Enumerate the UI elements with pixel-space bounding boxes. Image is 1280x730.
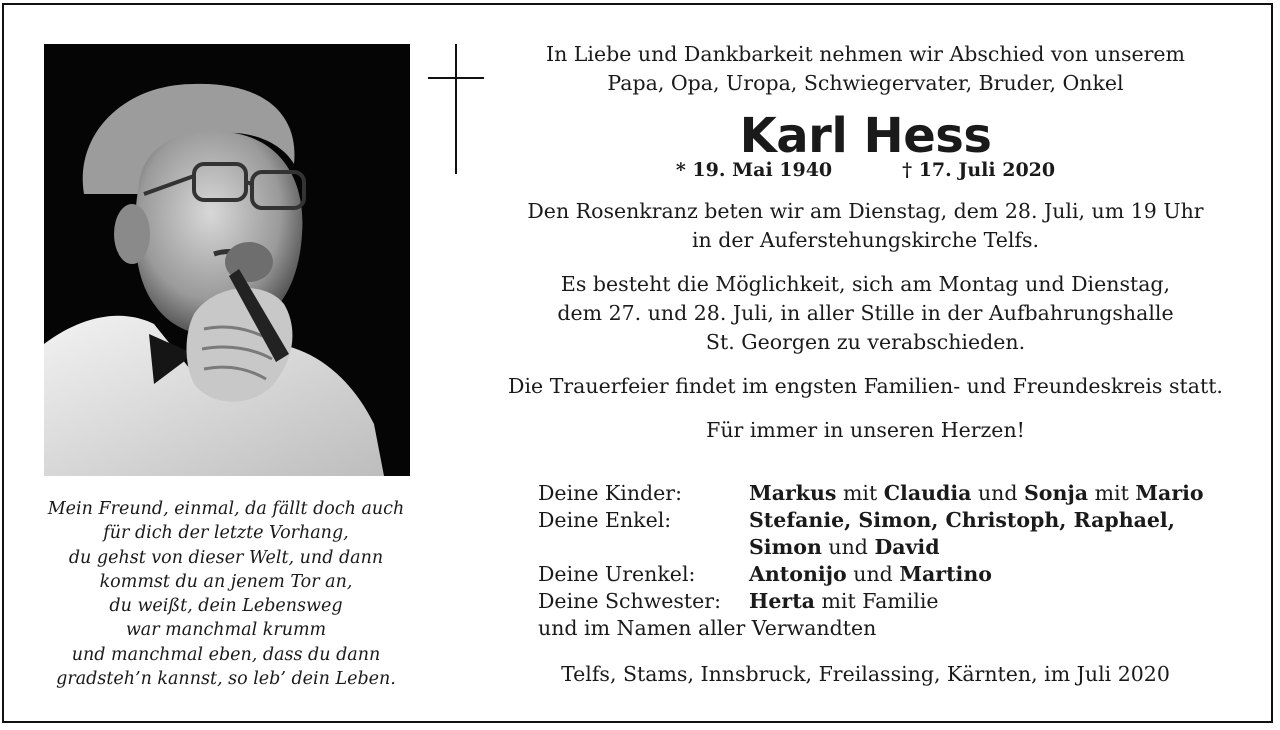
rosary-line: in der Auferstehungskirche Telfs. [691, 228, 1040, 252]
family-relation: Deine Kinder: [538, 481, 683, 505]
family-row-relatives [538, 615, 1204, 642]
deceased-name: Karl Hess [739, 108, 992, 164]
family-relation-empty [538, 534, 749, 561]
family-list [538, 480, 1204, 642]
intro-line: Papa, Opa, Uropa, Schwiegervater, Bruder, Onkel [607, 71, 1124, 95]
family-relation: Deine Urenkel: [538, 562, 696, 586]
farewell-line: dem 27. und 28. Juli, in aller Stille in der Aufbahrungshalle [557, 301, 1174, 325]
farewell-info [488, 270, 1243, 357]
life-dates [488, 158, 1243, 182]
poem-line: du weißt, dein Lebensweg [109, 596, 343, 617]
family-relation: Deine Enkel: [538, 508, 672, 532]
funeral-info: Die Trauerfeier findet im engsten Familien- und Freundeskreis statt. [508, 374, 1223, 398]
family-names [749, 507, 1175, 534]
family-connector: mit [836, 481, 884, 505]
poem-line: war manchmal krumm [125, 620, 327, 641]
farewell-line: St. Georgen zu verabschieden. [705, 330, 1026, 354]
intro-line: In Liebe und Dankbarkeit nehmen wir Abschied von unserem [545, 42, 1185, 66]
poem-line: kommst du an jenem Tor an, [99, 571, 353, 592]
family-name: Herta [749, 589, 815, 613]
family-name: Mario [1135, 481, 1204, 505]
family-connector: mit [1088, 481, 1136, 505]
motto: Für immer in unseren Herzen! [706, 418, 1025, 442]
relatives-line: und im Namen aller Verwandten [538, 616, 877, 640]
family-names [749, 480, 1204, 507]
places-date: Telfs, Stams, Innsbruck, Freilassing, Kärnten, im Juli 2020 [561, 662, 1170, 686]
poem-line: für dich der letzte Vorhang, [103, 523, 349, 544]
announcement [488, 40, 1243, 445]
family-row-urenkel [538, 561, 1204, 588]
rosary-info [488, 197, 1243, 255]
poem-line: gradsteh’n kannst, so leb’ dein Leben. [56, 669, 396, 690]
family-name: Markus [749, 481, 837, 505]
family-names [749, 588, 939, 615]
family-row-enkel [538, 507, 1204, 534]
poem-line: und manchmal eben, dass du dann [71, 644, 381, 665]
portrait-photo [44, 44, 410, 476]
farewell-line: Es besteht die Möglichkeit, sich am Montag und Dienstag, [560, 272, 1171, 296]
family-connector: und [821, 535, 875, 559]
family-name: David [874, 535, 940, 559]
family-names [749, 561, 992, 588]
family-row-kinder [538, 480, 1204, 507]
family-connector: und [846, 562, 900, 586]
family-name: Stefanie, Simon, Christoph, Raphael, [749, 508, 1175, 532]
family-connector: und [971, 481, 1024, 505]
family-name: Simon [749, 535, 822, 559]
family-connector: mit Familie [814, 589, 939, 613]
rosary-line: Den Rosenkranz beten wir am Dienstag, dem 28. Juli, um 19 Uhr [527, 199, 1204, 223]
family-names [749, 534, 940, 561]
family-name: Antonijo [749, 562, 847, 586]
cross-icon [428, 44, 484, 174]
death-date: † 17. Juli 2020 [902, 159, 1056, 181]
family-row-enkel-cont [538, 534, 1204, 561]
family-row-schwester [538, 588, 1204, 615]
family-name: Sonja [1023, 481, 1089, 505]
birth-date: * 19. Mai 1940 [675, 159, 833, 181]
family-relation: Deine Schwester: [538, 589, 721, 613]
poem [20, 497, 432, 691]
family-name: Martino [899, 562, 992, 586]
poem-line: Mein Freund, einmal, da fällt doch auch [47, 499, 405, 519]
poem-line: du gehst von dieser Welt, und dann [68, 547, 384, 568]
family-name: Claudia [883, 481, 972, 505]
